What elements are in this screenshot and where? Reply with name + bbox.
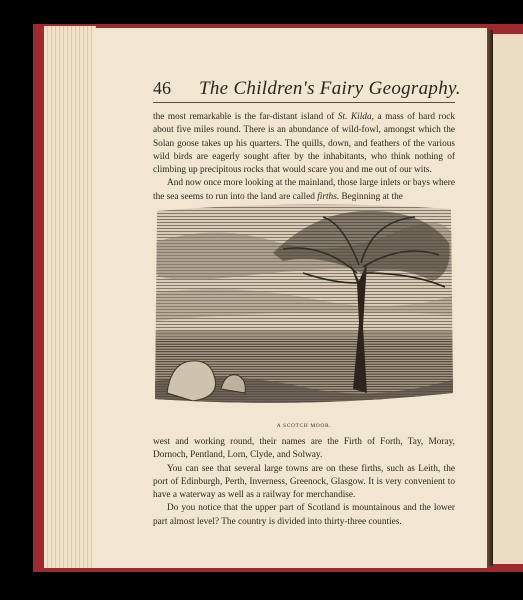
paragraph xyxy=(153,111,455,177)
running-title: The Children's Fairy Geography. xyxy=(199,78,461,99)
italic-text: St. Kilda, xyxy=(337,112,374,122)
text-run: a mass of hard rock about five miles round. There is an abundance of wild-fowl, amongst which the Solan goose takes up his quarters. The quills, down, and feathers of the various wild birds are eagerly sought after by the inhabitants, who think nothing of climbing up precipitous rocks that would scare you and me out of our wits. xyxy=(153,112,455,176)
top-text-block xyxy=(153,111,455,204)
page-edges xyxy=(44,26,96,568)
text-run: And now once more looking at the mainland, those large inlets or bays where the sea seems to run into the land are called xyxy=(153,178,455,202)
italic-text: firths. xyxy=(317,191,340,202)
engraving-illustration xyxy=(153,203,455,421)
bottom-text-block xyxy=(153,436,455,529)
header-rule xyxy=(153,102,455,103)
text-run: Beginning at the xyxy=(339,191,403,202)
page-header xyxy=(153,78,461,100)
text-run: the most remarkable is the far-distant island of xyxy=(153,112,338,122)
paragraph: west and working round, their names are the Firth of Forth, Tay, Moray, Dornoch, Pentland, Lorn, Clyde, and Solway. xyxy=(153,437,455,461)
paragraph: You can see that several large towns are on these firths, such as Leith, the port of Edinburgh, Perth, Inverness, Greenock, Glasgow. It is very convenient to have a waterway as well as a railway for merchandise. xyxy=(153,463,455,501)
page-number: 46 xyxy=(153,78,171,98)
paragraph xyxy=(153,177,455,204)
figure-caption: A SCOTCH MOOR. xyxy=(276,423,332,429)
facing-page-edge xyxy=(493,34,523,564)
paragraph: Do you notice that the upper part of Scotland is mountainous and the lower part almost level? The country is divided into thirty-three counties. xyxy=(153,503,455,527)
